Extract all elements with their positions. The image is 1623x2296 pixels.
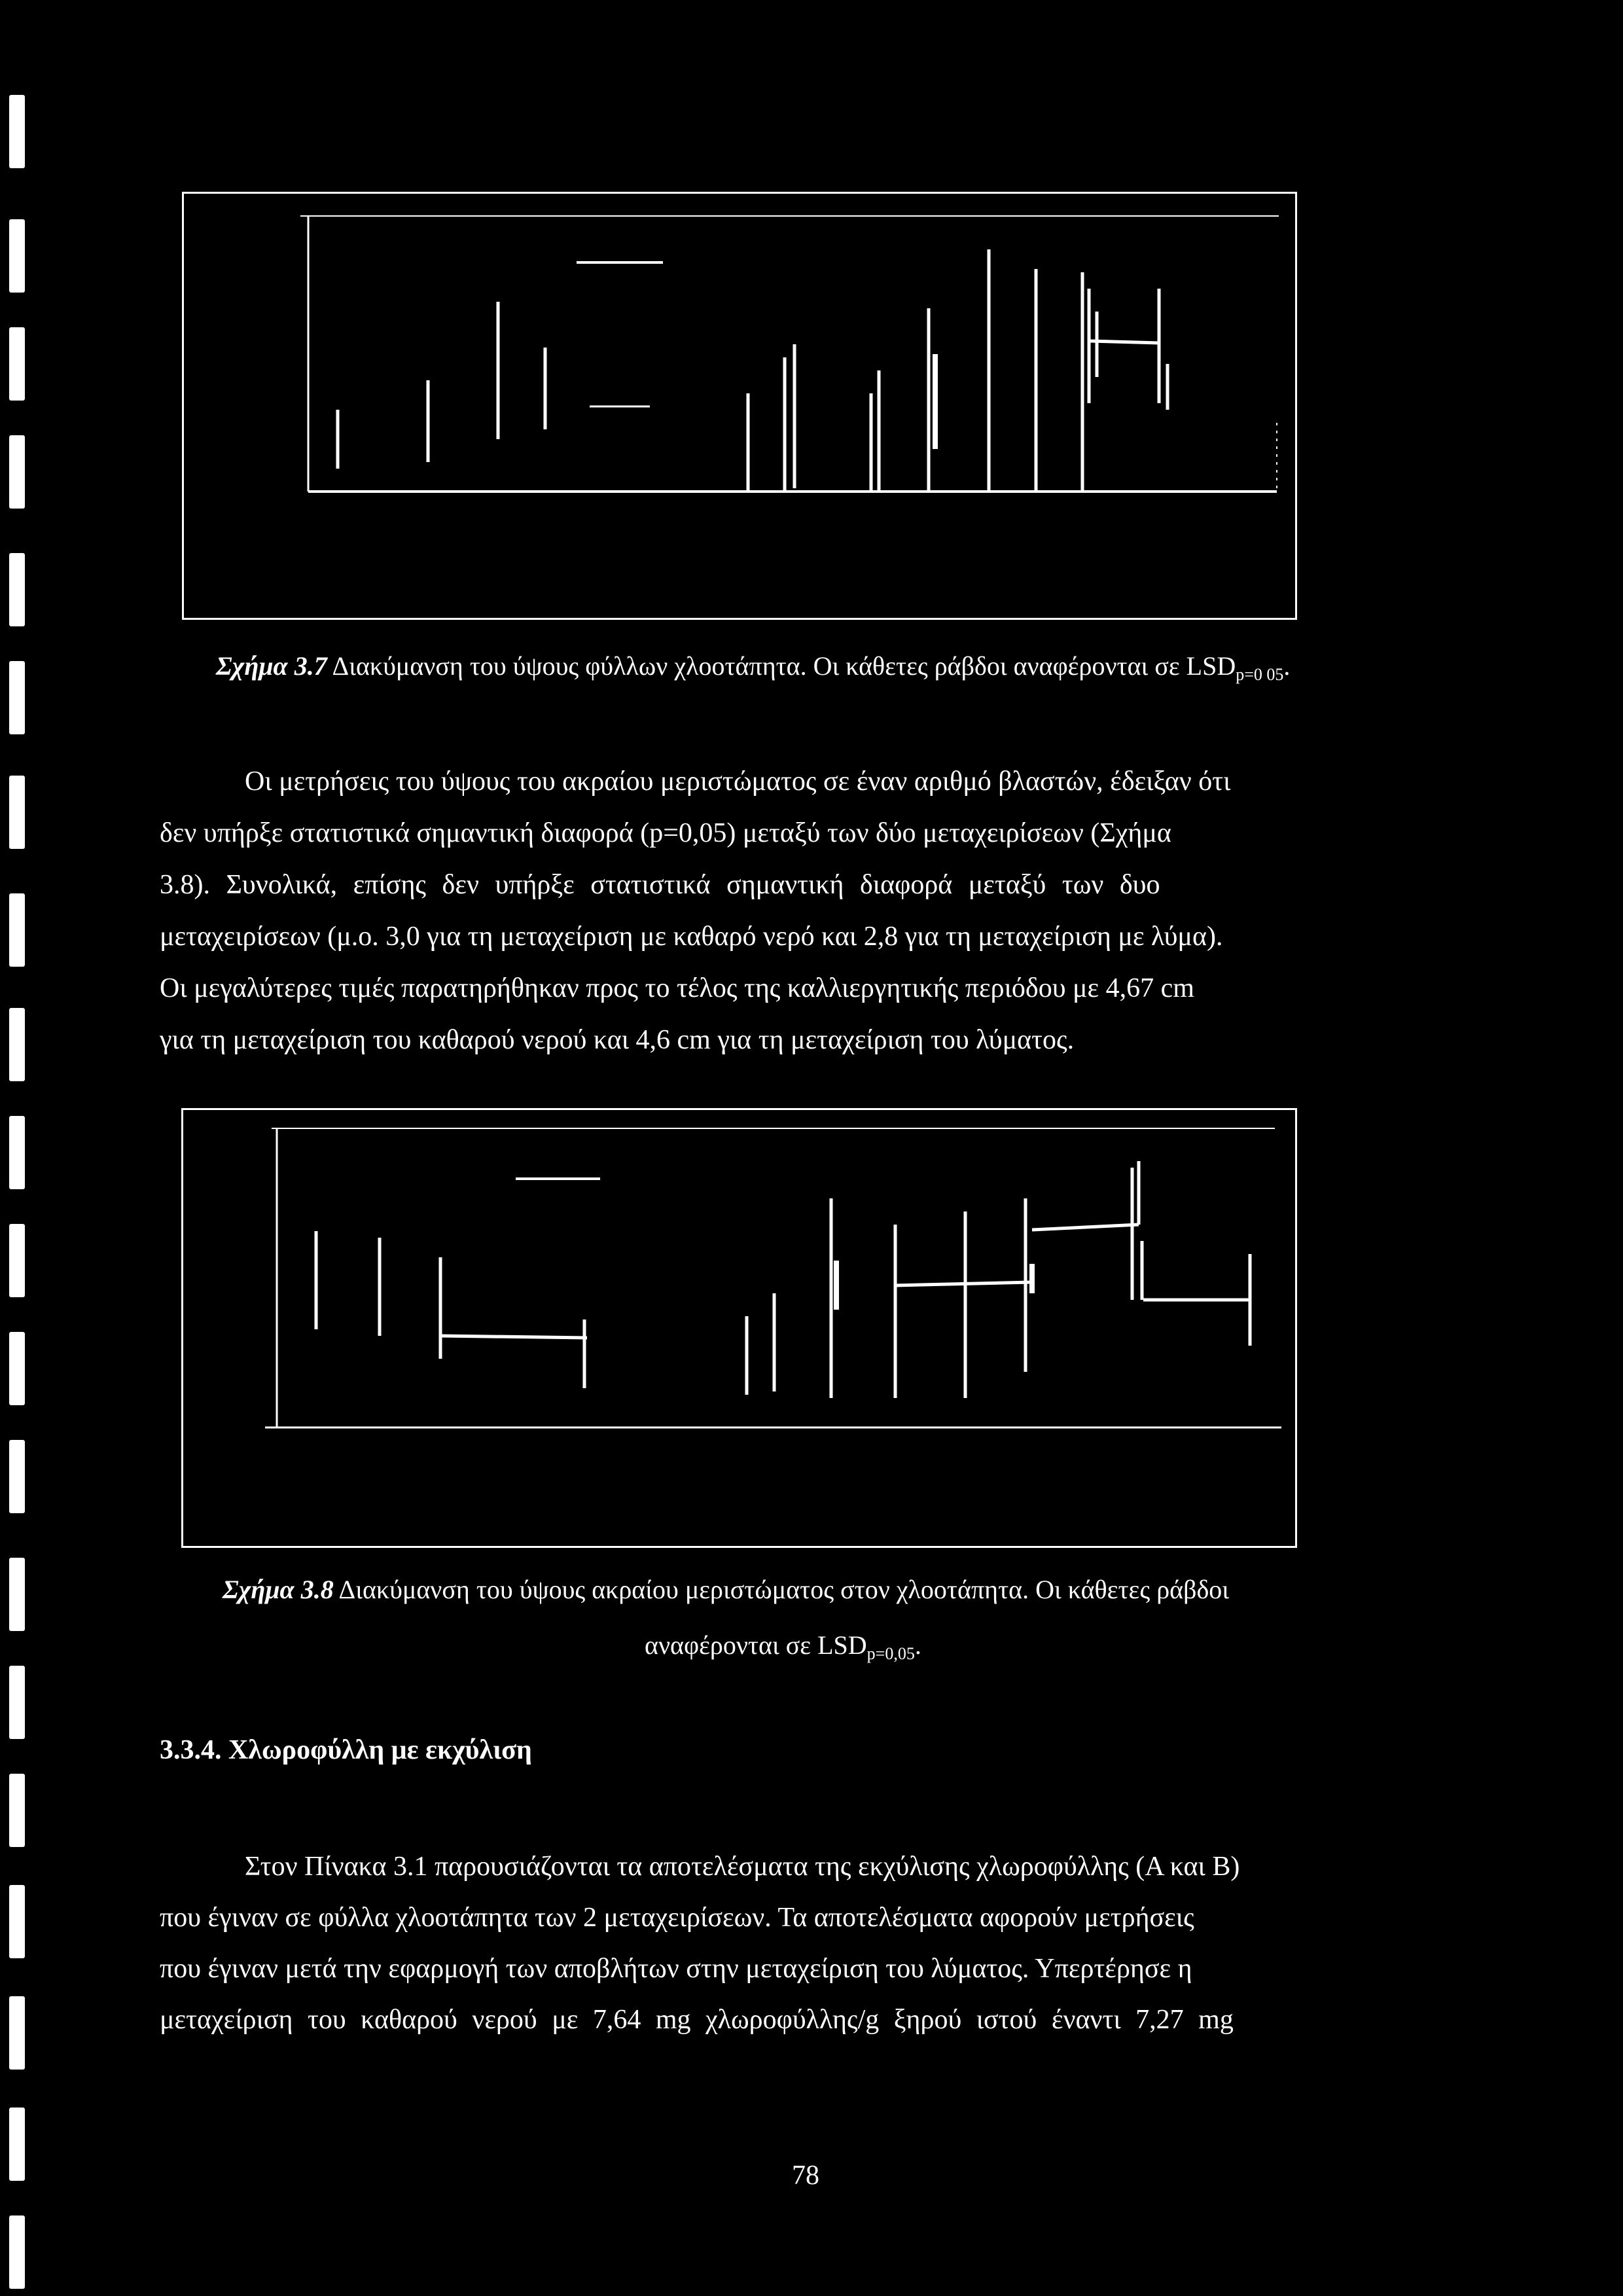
page-number: 78 xyxy=(792,2161,819,2191)
binder-mark xyxy=(9,1558,25,1631)
text-line: που έγιναν μετά την εφαρμογή των αποβλήτων στην μεταχείριση του λύματος. Υπερτέρησε η xyxy=(160,1954,1192,1984)
text-line: που έγιναν σε φύλλα χλοοτάπητα των 2 μεταχειρίσεων. Τα αποτελέσματα αφορούν μετρήσεις xyxy=(160,1903,1194,1933)
text-line: Οι μεγαλύτερες τιμές παρατηρήθηκαν προς το τέλος της καλλιεργητικής περιόδου με 4,67 cm xyxy=(160,973,1194,1003)
binder-mark xyxy=(9,661,25,734)
figure-3-8-caption-line-2 xyxy=(645,1628,921,1666)
mean-line xyxy=(1032,1225,1139,1230)
binder-mark xyxy=(9,2215,25,2289)
figure-3-8-plot xyxy=(183,1110,1296,1547)
text-line: μεταχείριση του καθαρού νερού με 7,64 mg χλωροφύλλης/g ξηρού ιστού έναντι 7,27 mg xyxy=(160,2005,1234,2035)
binder-mark xyxy=(9,776,25,849)
text-line: δεν υπήρξε στατιστικά σημαντική διαφορά (p=0,05) μεταξύ των δύο μεταχειρίσεων (Σχήμα xyxy=(160,818,1171,848)
binder-mark xyxy=(9,553,25,626)
binder-mark xyxy=(9,893,25,967)
binder-mark xyxy=(9,1116,25,1189)
text-line: μεταχειρίσεων (μ.ο. 3,0 για τη μεταχείριση με καθαρό νερό και 2,8 για τη μεταχείριση με λύμα). xyxy=(160,922,1223,952)
binder-mark xyxy=(9,1440,25,1513)
binder-mark xyxy=(9,435,25,509)
caption-label: Σχήμα xyxy=(216,651,288,681)
caption-end: . xyxy=(914,1630,921,1660)
caption-subscript: p=0 05 xyxy=(1236,665,1284,684)
figure-3-8-frame xyxy=(181,1108,1297,1548)
figure-3-7-caption xyxy=(216,649,1290,687)
mean-line xyxy=(441,1336,587,1338)
caption-subscript: p=0,05 xyxy=(866,1644,915,1663)
figure-3-8-caption xyxy=(223,1573,1229,1607)
body-paragraph-1 xyxy=(160,756,1452,1066)
mean-line xyxy=(1090,341,1159,343)
figure-3-7-frame xyxy=(182,192,1297,620)
binder-mark xyxy=(9,95,25,168)
caption-text: Διακύμανση του ύψους ακραίου μεριστώματος στον χλοοτάπητα. Οι κάθετες ράβδοι xyxy=(333,1575,1230,1604)
binder-mark xyxy=(9,327,25,401)
binder-mark xyxy=(9,1008,25,1081)
caption-number: 3.7 xyxy=(294,651,327,681)
body-paragraph-2 xyxy=(160,1841,1452,2045)
binder-mark xyxy=(9,219,25,293)
binder-mark xyxy=(9,1666,25,1739)
caption-text: αναφέρονται σε LSD xyxy=(645,1630,867,1660)
figure-3-7-plot xyxy=(184,194,1296,619)
binder-mark xyxy=(9,2108,25,2181)
caption-label: Σχήμα xyxy=(223,1575,294,1604)
caption-number: 3.8 xyxy=(300,1575,334,1604)
binder-mark xyxy=(9,1332,25,1405)
caption-end: . xyxy=(1283,651,1291,681)
text-line: Οι μετρήσεις του ύψους του ακραίου μεριστώματος σε έναν αριθμό βλαστών, έδειξαν ότι xyxy=(245,766,1231,797)
binder-mark xyxy=(9,1224,25,1297)
binder-mark xyxy=(9,1774,25,1847)
binder-mark xyxy=(9,1885,25,1958)
text-line: για τη μεταχείριση του καθαρού νερού και 4,6 cm για τη μεταχείριση του λύματος. xyxy=(160,1025,1075,1055)
section-heading: 3.3.4. Χλωροφύλλη με εκχύλιση xyxy=(160,1735,532,1765)
binder-mark xyxy=(9,1996,25,2070)
text-line: 3.8). Συνολικά, επίσης δεν υπήρξε στατιστικά σημαντική διαφορά μεταξύ των δυο xyxy=(160,870,1160,900)
caption-text: Διακύμανση του ύψους φύλλων χλοοτάπητα. Οι κάθετες ράβδοι αναφέρονται σε LSD xyxy=(327,651,1236,681)
text-line: Στον Πίνακα 3.1 παρουσιάζονται τα αποτελέσματα της εκχύλισης χλωροφύλλης (Α και Β) xyxy=(245,1852,1240,1882)
